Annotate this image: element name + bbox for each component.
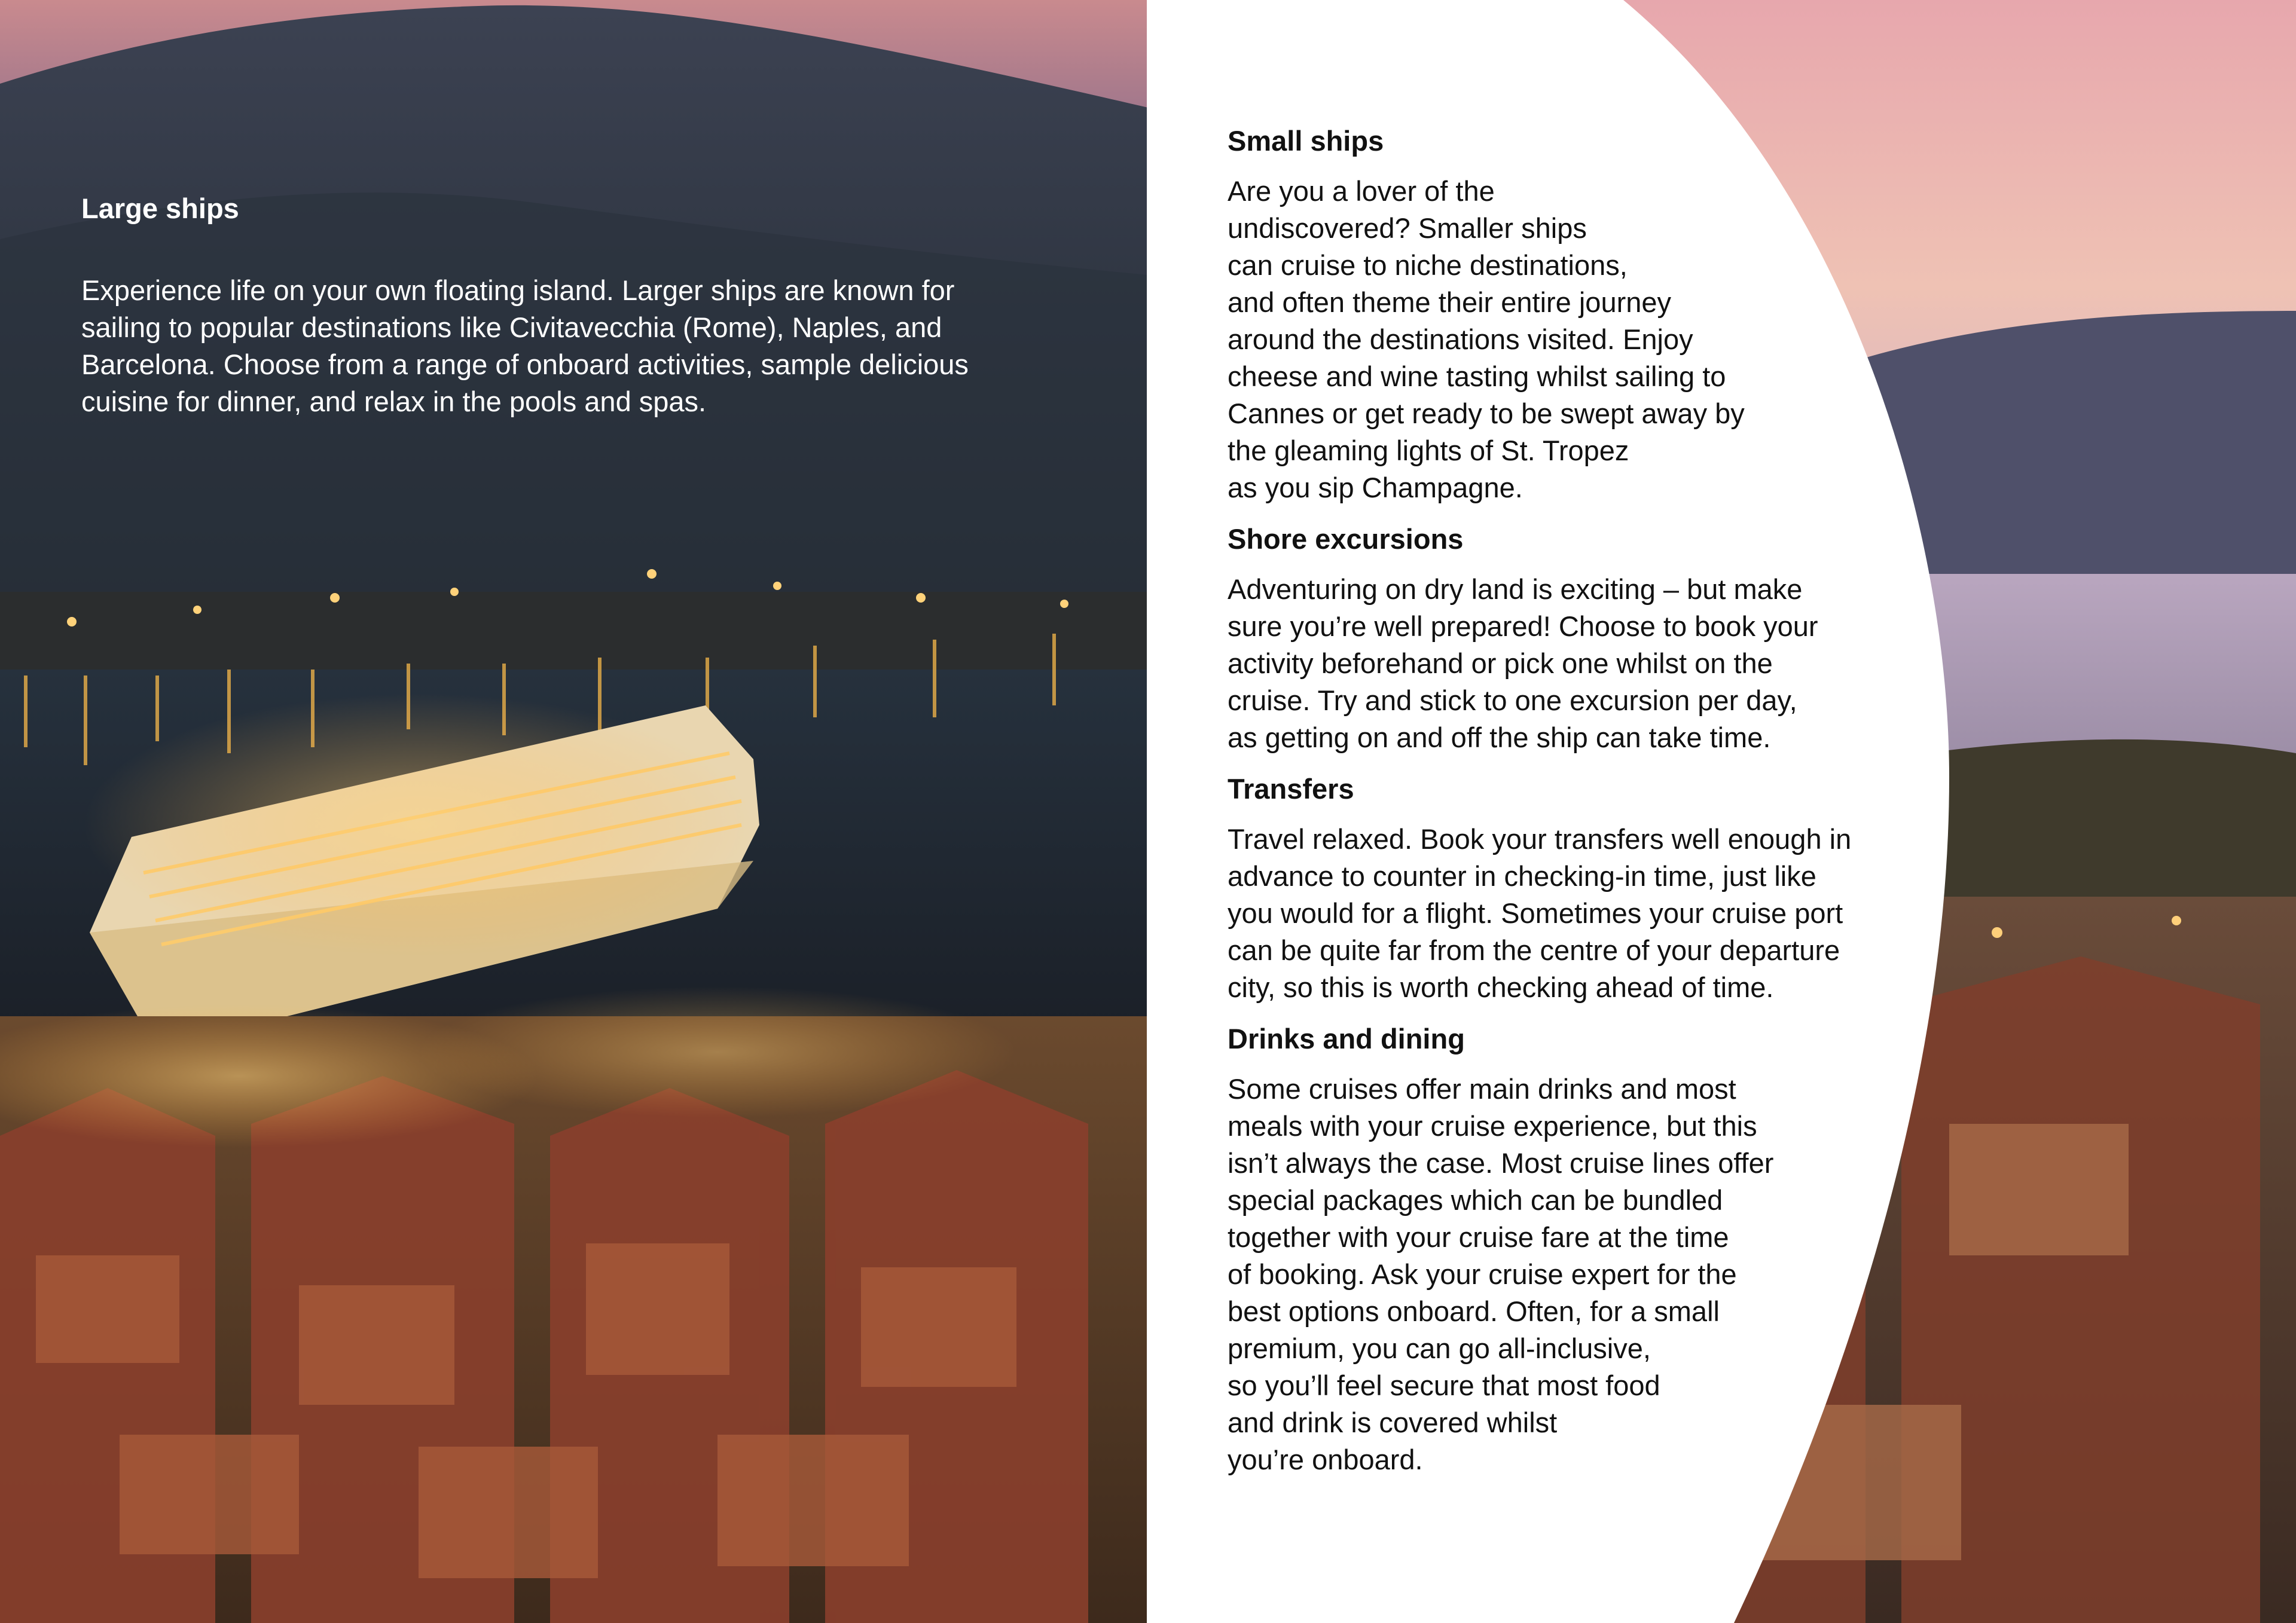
section-heading: Drinks and dining xyxy=(1228,1023,1465,1055)
large-ships-body: Experience life on your own floating island. Larger ships are known for sailing to popular destinations like Civitavecchia (Rome), Naples, and Barcelona. Choose from a range of onboard activities, sample delicious cuisine for dinner, and relax in the pools and spas. xyxy=(81,274,969,417)
section-small-ships xyxy=(1228,123,1927,506)
large-ships-heading: Large ships xyxy=(81,192,239,224)
section-transfers xyxy=(1228,771,1927,1006)
section-heading: Shore excursions xyxy=(1228,523,1464,555)
section-drinks-and-dining xyxy=(1228,1020,1927,1478)
section-body: Adventuring on dry land is exciting – but make sure you’re well prepared! Choose to book your activity beforehand or pick one whilst on the cruise. Try and stick to one excursion per day, as getting on and off the ship can take time. xyxy=(1228,573,1818,753)
section-body: Some cruises offer main drinks and most meals with your cruise experience, but this isn’t always the case. Most cruise lines offer special packages which can be bundled together with your cruise fare at the time of booking. Ask your cruise expert for the best options onboard. Often, for a small premium, you can go all-inclusive, so you’ll feel secure that most food and drink is covered whilst you’re onboard. xyxy=(1228,1073,1774,1475)
section-heading: Small ships xyxy=(1228,125,1384,157)
section-body: Are you a lover of the undiscovered? Smaller ships can cruise to niche destinations, and often theme their entire journey around the destinations visited. Enjoy cheese and wine tasting whilst sailing to Cannes or get ready to be swept away by the gleaming lights of St. Tropez as you sip Champagne. xyxy=(1228,175,1745,503)
section-heading: Transfers xyxy=(1228,773,1354,805)
right-page-copy xyxy=(1228,123,1927,1493)
left-page-copy xyxy=(81,188,1002,420)
section-body: Travel relaxed. Book your transfers well enough in advance to counter in checking-in time, just like you would for a flight. Sometimes your cruise port can be quite far from the centre of your departure city, so this is worth checking ahead of time. xyxy=(1228,823,1852,1003)
section-shore-excursions xyxy=(1228,521,1927,756)
